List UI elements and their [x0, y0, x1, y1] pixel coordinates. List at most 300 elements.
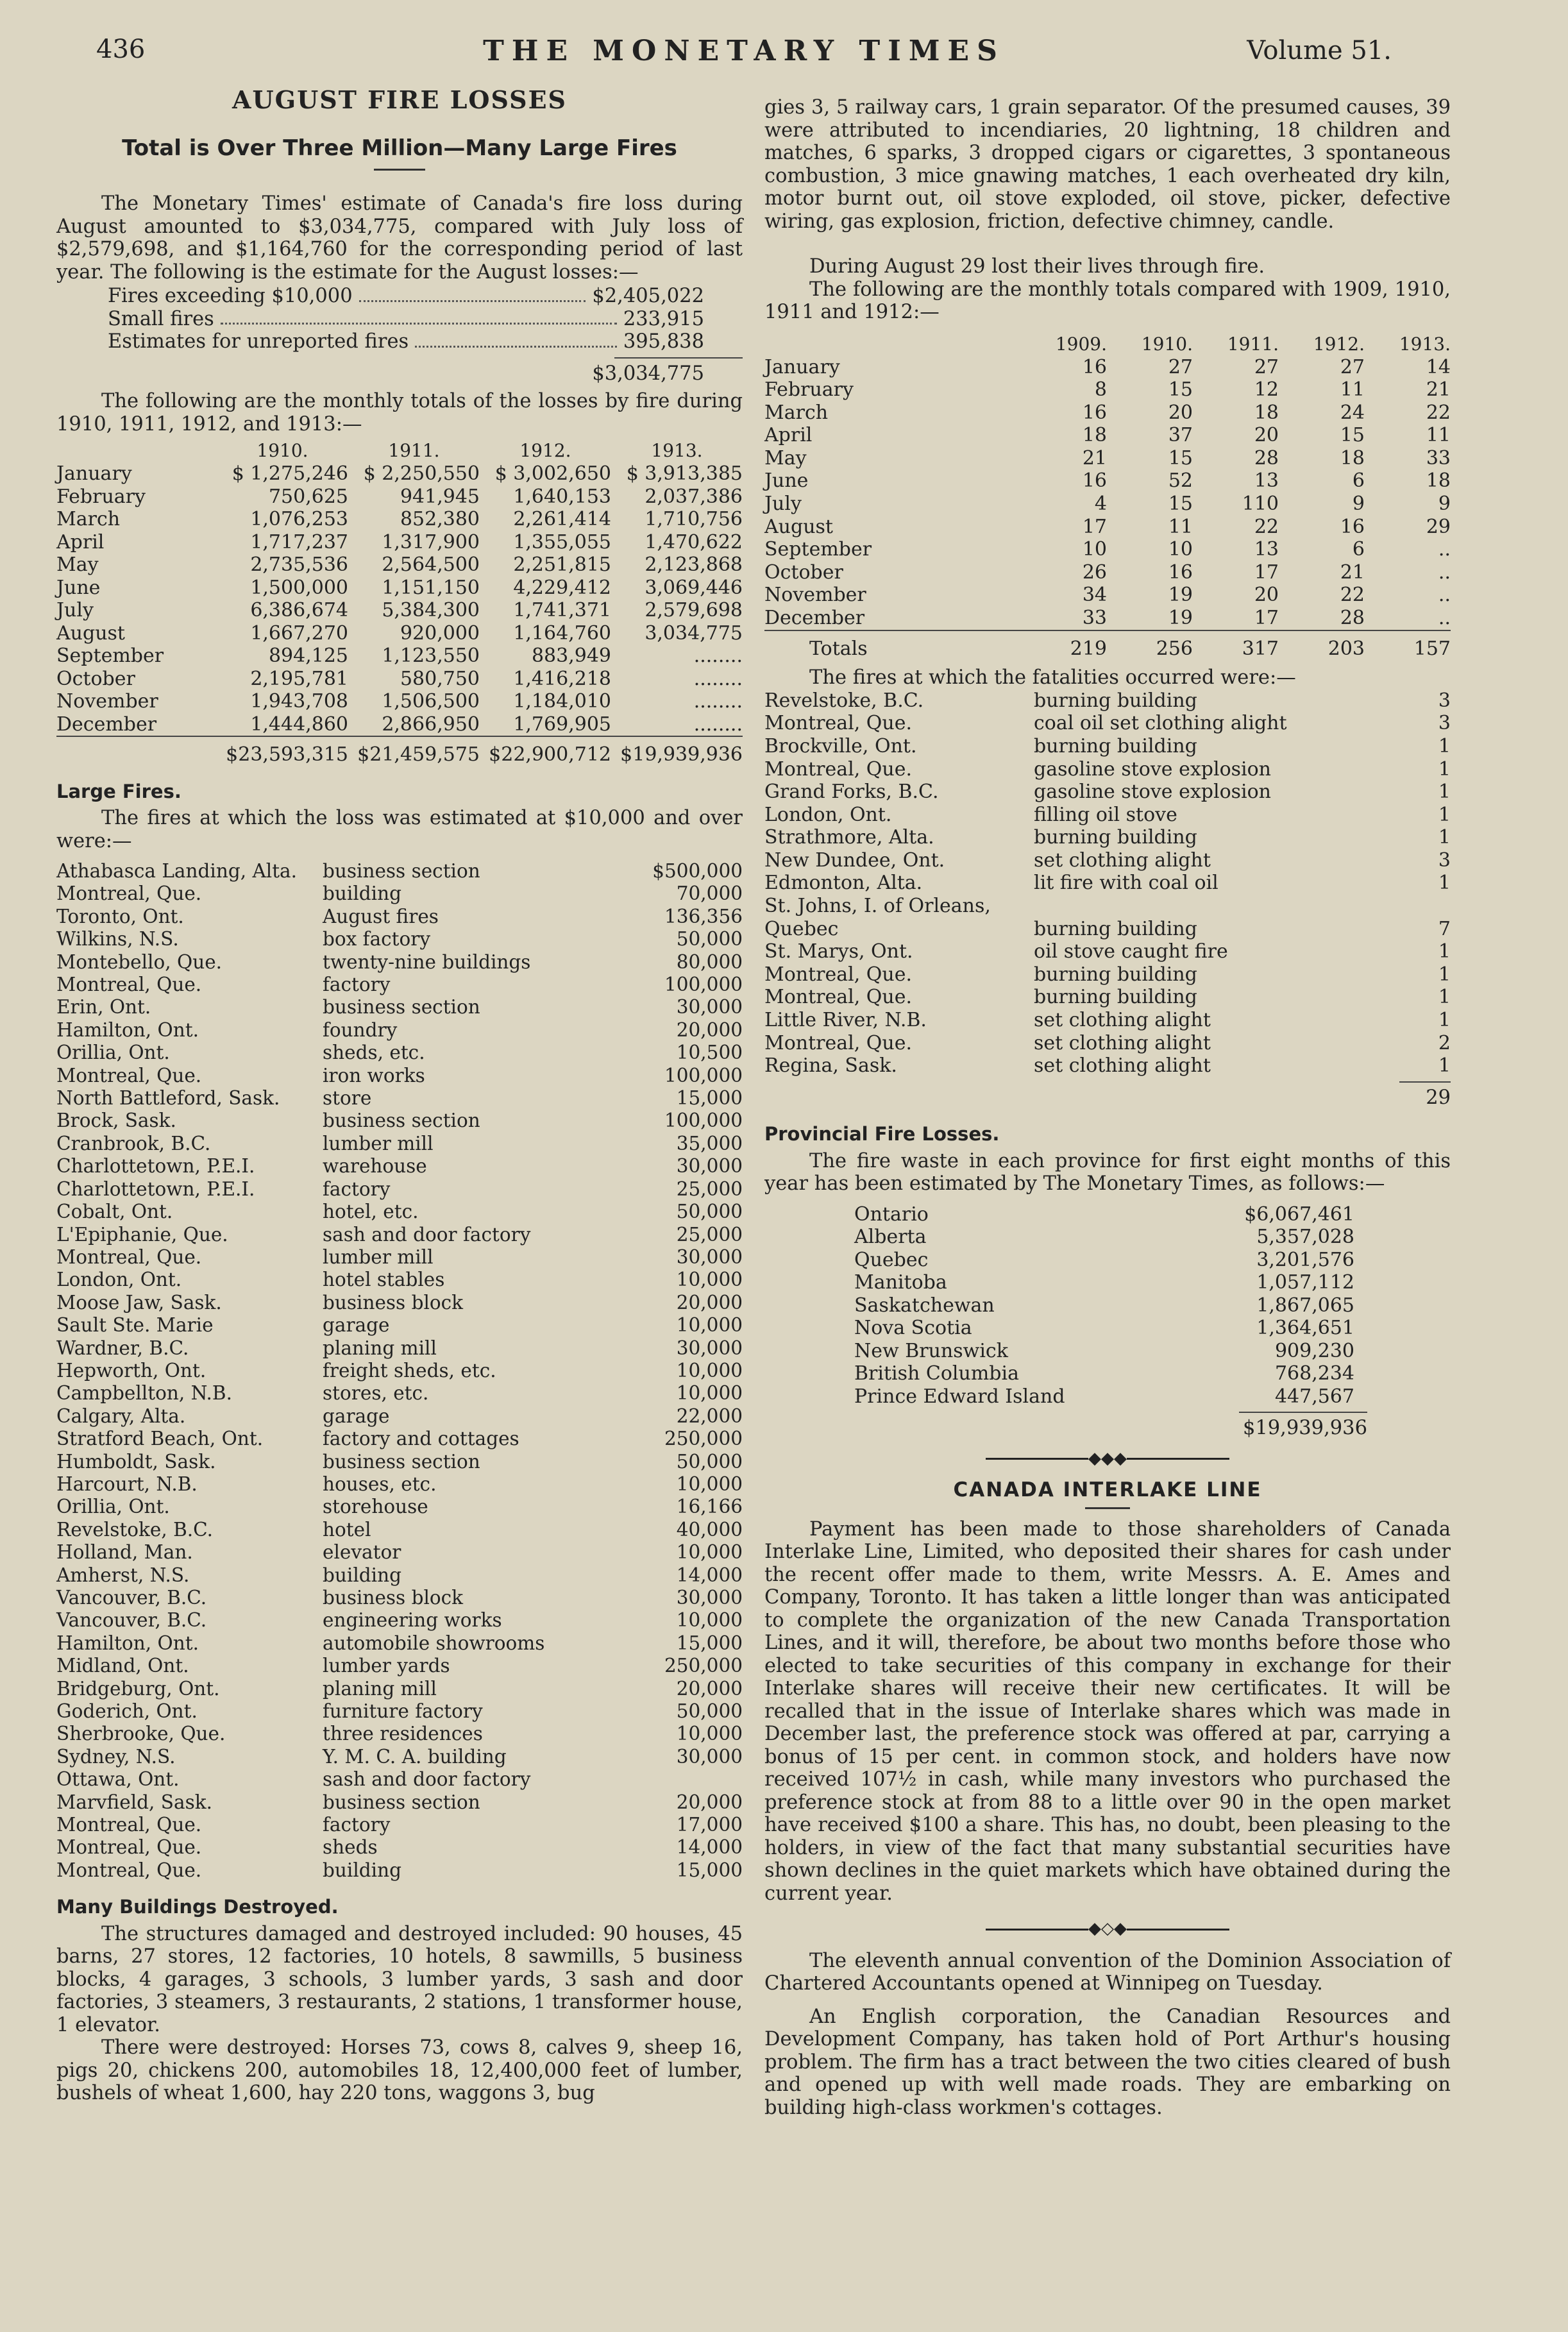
province-name: Nova Scotia [854, 1317, 972, 1340]
loss-value: 1,151,150 [382, 576, 480, 599]
year-header: 1912. [1313, 333, 1365, 355]
loss-value: 580,750 [400, 667, 480, 690]
fatality-count: 3 [1438, 689, 1451, 712]
deaths-value: 22 [1426, 401, 1451, 424]
fire-location: London, Ont. [56, 1269, 182, 1291]
fire-cause: hotel, etc. [323, 1201, 419, 1223]
fatality-row [764, 712, 1451, 735]
fire-cause: iron works [323, 1064, 425, 1086]
fire-amount: 20,000 [676, 1791, 743, 1813]
fatality-cause: burning building [1034, 689, 1197, 712]
province-value: 1,364,651 [1256, 1317, 1354, 1340]
estimate-total: $3,034,775 [592, 362, 704, 385]
fire-location: Brock, Sask. [56, 1110, 176, 1132]
large-fire-row [56, 1155, 743, 1178]
loss-value: 2,195,781 [250, 667, 348, 690]
fire-amount: 15,000 [676, 1859, 743, 1881]
fatalities-total: 29 [1426, 1086, 1451, 1109]
province-name: Quebec [854, 1248, 929, 1271]
fatality-location: Montreal, Que. [764, 963, 913, 986]
month-label: October [56, 667, 135, 690]
fire-cause: planing mill [323, 1677, 437, 1700]
fire-location: Sydney, N.S. [56, 1745, 176, 1768]
deaths-value: .. [1438, 561, 1451, 584]
deaths-value: 18 [1426, 469, 1451, 493]
deaths-value: 10 [1082, 538, 1107, 561]
month-label: February [764, 378, 854, 401]
fire-amount: 10,000 [676, 1541, 743, 1564]
loss-value: 1,164,760 [513, 621, 611, 645]
deaths-value: 6 [1352, 538, 1365, 561]
provincial-table [854, 1203, 1354, 1408]
province-name: Alberta [854, 1226, 927, 1249]
fire-amount: 30,000 [676, 1246, 743, 1268]
deaths-value: 16 [1082, 401, 1107, 424]
province-name: British Columbia [854, 1362, 1019, 1385]
month-label: August [764, 515, 833, 538]
fatality-location: Grand Forks, B.C. [764, 781, 939, 804]
large-fire-row [56, 928, 743, 951]
loss-value: $ 3,002,650 [494, 462, 611, 485]
deaths-value: 20 [1254, 424, 1279, 447]
provincial-intro: The fire waste in each province for first eight months of this year has been estimated by The Monetary Times, as follows:— [764, 1149, 1451, 1196]
fatality-row [764, 1032, 1451, 1055]
fatality-count: 2 [1438, 1031, 1451, 1054]
deaths-value: 16 [1168, 561, 1193, 584]
month-label: September [56, 645, 164, 667]
page-header [96, 28, 1392, 73]
estimate-row [108, 308, 743, 331]
deaths-value: 15 [1168, 446, 1193, 469]
total-cell: $21,459,575 [348, 736, 480, 766]
province-value: 909,230 [1274, 1339, 1354, 1362]
large-fire-row [56, 1451, 743, 1473]
deaths-row [764, 424, 1451, 447]
loss-value: 2,261,414 [513, 508, 611, 530]
fire-cause: factory [323, 1178, 391, 1200]
fire-location: Revelstoke, B.C. [56, 1518, 214, 1541]
fatality-cause: filling oil stove [1034, 803, 1177, 826]
deaths-value: 11 [1168, 515, 1193, 538]
deaths-value: 13 [1254, 538, 1279, 561]
deaths-value: 12 [1254, 378, 1279, 401]
deaths-row [764, 401, 1451, 425]
fatality-count: 1 [1438, 963, 1451, 986]
deaths-value: .. [1438, 584, 1451, 607]
province-value: 3,201,576 [1256, 1248, 1354, 1271]
deaths-row [764, 607, 1451, 630]
large-fire-row [56, 1564, 743, 1587]
loss-value: 1,506,500 [382, 690, 480, 713]
loss-value: 1,470,622 [645, 530, 743, 553]
large-fires-intro: The fires at which the loss was estimated at $10,000 and over were:— [56, 807, 743, 852]
fatality-cause: coal oil set clothing alight [1034, 712, 1287, 735]
fire-amount: 30,000 [676, 1337, 743, 1359]
deaths-value: 28 [1254, 446, 1279, 469]
fire-cause: freight sheds, etc. [323, 1359, 496, 1381]
fire-location: Sault Ste. Marie [56, 1314, 214, 1337]
fire-location: L'Epiphanie, Que. [56, 1223, 228, 1246]
fire-cause: business section [323, 1450, 480, 1473]
fire-location: Toronto, Ont. [56, 905, 184, 927]
fire-location: Wardner, B.C. [56, 1337, 189, 1359]
large-fire-row [56, 1224, 743, 1246]
fire-cause: business block [323, 1587, 464, 1609]
deaths-header [764, 333, 1451, 356]
destroyed-continued: gies 3, 5 railway cars, 1 grain separator. Of the presumed causes, 39 were attributed to incendiaries, 20 lightning, 18 children and matches, 6 sparks, 3 dropped cigars or cigarettes, 3 spontaneous combustion, 3 mice gnawing matches, 1 each overheated dry kiln, motor burnt out, oil stove exploded, oil stove, picker, defective wiring, gas explosion, friction, defective chimney, candle. [764, 96, 1451, 233]
year-header: 1909. [1055, 333, 1107, 355]
loss-value: 2,579,698 [645, 599, 743, 621]
fire-amount: 100,000 [664, 974, 743, 996]
large-fire-row [56, 1019, 743, 1042]
fatality-count: 3 [1438, 712, 1451, 735]
estimate-row [108, 330, 743, 353]
deaths-value: 19 [1168, 607, 1193, 630]
month-label: June [764, 469, 809, 493]
deaths-value: 15 [1340, 424, 1365, 447]
interlake-title: CANADA INTERLAKE LINE [953, 1478, 1262, 1502]
loss-value: 1,710,756 [645, 508, 743, 530]
fire-amount: 14,000 [676, 1836, 743, 1859]
province-name: New Brunswick [854, 1339, 1008, 1362]
province-name: Prince Edward Island [854, 1385, 1065, 1408]
large-fire-row [56, 1065, 743, 1087]
fatality-location: St. Marys, Ont. [764, 940, 913, 963]
fire-location: Montreal, Que. [56, 883, 202, 905]
fire-location: Stratford Beach, Ont. [56, 1428, 264, 1450]
fatality-location: Edmonton, Alta. [764, 872, 923, 895]
large-fire-row [56, 1042, 743, 1064]
deaths-value: 27 [1168, 355, 1193, 378]
deaths-row [764, 356, 1451, 379]
fire-amount [630, 1768, 743, 1791]
fire-amount: 250,000 [664, 1655, 743, 1677]
loss-value: 2,123,868 [645, 553, 743, 576]
fatality-cause: burning building [1034, 917, 1197, 940]
month-label: November [56, 690, 158, 713]
loss-value: 2,735,536 [250, 553, 348, 576]
loss-value: $ 1,275,246 [232, 462, 348, 485]
large-fire-row [56, 1791, 743, 1814]
deaths-value: 14 [1426, 355, 1451, 378]
fire-cause: Y. M. C. A. building [323, 1745, 507, 1768]
left-column [56, 83, 743, 2104]
fire-amount: 14,000 [676, 1564, 743, 1586]
loss-value: 1,741,371 [513, 599, 611, 621]
fire-cause: automobile showrooms [323, 1632, 545, 1654]
loss-value: 3,069,446 [645, 576, 743, 599]
fire-amount: 100,000 [664, 1064, 743, 1086]
province-value: 1,057,112 [1256, 1271, 1354, 1294]
estimate-label: Fires exceeding $10,000 [108, 285, 353, 307]
fire-cause: building [323, 883, 401, 905]
loss-value: 1,500,000 [250, 576, 348, 599]
fire-amount: 30,000 [676, 1155, 743, 1178]
total-cell: $23,593,315 [217, 736, 348, 766]
fire-location: Montreal, Que. [56, 1859, 202, 1881]
loss-row [56, 531, 743, 554]
province-value: 5,357,028 [1256, 1226, 1354, 1249]
fire-location: Montreal, Que. [56, 974, 202, 996]
fatality-row [764, 895, 1451, 940]
fatality-cause: set clothing alight [1034, 1009, 1211, 1032]
fire-location: Vancouver, B.C. [56, 1587, 207, 1609]
fire-location: North Battleford, Sask. [56, 1087, 280, 1110]
fire-cause: warehouse [323, 1155, 427, 1178]
fire-amount: 10,000 [676, 1609, 743, 1632]
deaths-value: 27 [1340, 355, 1365, 378]
fatalities-intro: The fires at which the fatalities occurred were:— [809, 666, 1296, 689]
fire-cause: furniture factory [323, 1700, 483, 1723]
loss-row [56, 599, 743, 622]
month-label: January [764, 355, 840, 378]
fire-location: Erin, Ont. [56, 996, 151, 1018]
fatality-cause: burning building [1034, 734, 1197, 757]
loss-value: 2,037,386 [645, 485, 743, 508]
deaths-value: 10 [1168, 538, 1193, 561]
right-column [764, 96, 1451, 2119]
fire-location: Goderich, Ont. [56, 1700, 198, 1723]
fire-amount: 10,000 [676, 1723, 743, 1745]
fatality-row [764, 986, 1451, 1009]
deaths-value: 18 [1254, 401, 1279, 424]
fire-location: Orillia, Ont. [56, 1042, 170, 1064]
loss-row [56, 668, 743, 691]
loss-value: 1,416,218 [513, 667, 611, 690]
deaths-value: 17 [1254, 561, 1279, 584]
year-header: 1911. [1227, 333, 1279, 355]
large-fire-row [56, 1178, 743, 1201]
year-header: 1913. [651, 440, 703, 461]
interlake-rule [1085, 1507, 1130, 1509]
fire-cause: lumber yards [323, 1655, 450, 1677]
loss-value: 2,564,500 [382, 553, 480, 576]
leader-dots [359, 300, 586, 302]
large-fire-row [56, 1428, 743, 1450]
month-label: October [764, 561, 843, 584]
deaths-value: 29 [1426, 515, 1451, 538]
many-buildings-paragraph: The structures damaged and destroyed included: 90 houses, 45 barns, 27 stores, 12 factories, 10 hotels, 8 sawmills, 5 business blocks, 4 garages, 3 schools, 3 lumber yards, 3 sash and door factories, 3 steamers, 3 restaurants, 2 stations, 1 transformer house, 1 elevator. [56, 1922, 743, 2036]
fire-amount: 10,000 [676, 1473, 743, 1495]
month-label: March [764, 401, 829, 424]
province-value: $6,067,461 [1244, 1203, 1354, 1226]
deaths-value: 20 [1168, 401, 1193, 424]
brief-port-arthur: An English corporation, the Canadian Resources and Development Company, has taken hold of Port Arthur's housing problem. The firm has a tract between the two cities cleared of bush and opened up with well made roads. They are embarking on building high-class workmen's cottages. [764, 2005, 1451, 2119]
fatality-cause: set clothing alight [1034, 1031, 1211, 1054]
estimate-label: Small fires [108, 307, 214, 330]
fire-location: Campbellton, N.B. [56, 1382, 232, 1405]
fire-amount: 35,000 [676, 1132, 743, 1154]
province-row [854, 1203, 1354, 1226]
leader-dots [415, 346, 617, 348]
deaths-value: 18 [1082, 424, 1107, 447]
fire-amount: 100,000 [664, 1110, 743, 1132]
fatality-location: Montreal, Que. [764, 757, 913, 781]
large-fire-row [56, 1201, 743, 1223]
deaths-value: 52 [1168, 469, 1193, 493]
estimate-total-rule [614, 357, 743, 359]
fire-amount: 50,000 [676, 1700, 743, 1723]
large-fire-row [56, 1814, 743, 1836]
deaths-value: 110 [1242, 493, 1279, 516]
fire-amount: $500,000 [652, 860, 743, 882]
loss-value: 1,076,253 [250, 508, 348, 530]
loss-value: 894,125 [268, 645, 348, 667]
large-fire-row [56, 1087, 743, 1110]
fire-cause: box factory [323, 928, 431, 951]
estimate-label: Estimates for unreported fires [108, 330, 409, 353]
large-fire-row [56, 1292, 743, 1314]
large-fire-row [56, 1746, 743, 1768]
interlake-body: Payment has been made to those shareholders of Canada Interlake Line, Limited, who deposited their shares for cash under the recent offer made to them, write Messrs. A. E. Ames and Company, Toronto. It has taken a little longer than was anticipated to complete the organization of the new Canada Transportation Lines, and it will, therefore, be about two months before those who elected to take securities of this company in exchange for their Interlake shares will receive their new certificates. It will be recalled that in the issue of Interlake shares which was made in December last, the preference stock was offered at par, carrying a bonus of 15 per cent. in common stock, and holders have now received 107½ in cash, while many investors who purchased the preference stock at from 88 to a little over 90 in the open market have received $100 a share. This has, no doubt, been pleasing to the holders, in view of the fact that many substantial securities have shown declines in the quiet markets which have obtained during the current year. [764, 1517, 1451, 1905]
fire-amount: 10,000 [676, 1314, 743, 1337]
fire-cause: three residences [323, 1723, 483, 1745]
deaths-value: 11 [1426, 424, 1451, 447]
month-label: January [56, 462, 132, 485]
fire-cause: factory [323, 1814, 391, 1836]
deaths-value: 17 [1254, 607, 1279, 630]
fire-cause: garage [323, 1405, 390, 1427]
loss-value: 1,317,900 [382, 530, 480, 553]
total-cell: $22,900,712 [480, 736, 611, 766]
fire-cause: houses, etc. [323, 1473, 437, 1495]
fire-amount: 22,000 [676, 1405, 743, 1427]
province-row [854, 1226, 1354, 1249]
fatality-count: 1 [1438, 734, 1451, 757]
totals-label: Totals [764, 630, 1021, 661]
intro-paragraph: The Monetary Times' estimate of Canada's fire loss during August amounted to $3,034,775, compared with July loss of $2,579,698, and $1,164,760 for the corresponding period of last year. The following is the estimate for the August losses:— [56, 192, 743, 283]
fatality-location: Revelstoke, B.C. [764, 689, 924, 712]
fatalities-total-rule [1399, 1081, 1451, 1083]
large-fire-row [56, 1723, 743, 1745]
fire-location: Cranbrook, B.C. [56, 1132, 211, 1154]
province-value: 768,234 [1274, 1362, 1354, 1385]
fatality-location: Montreal, Que. [764, 712, 913, 735]
fire-amount: 30,000 [676, 1745, 743, 1768]
fire-amount: 250,000 [664, 1428, 743, 1450]
fire-cause: business section [323, 860, 480, 882]
fatality-row [764, 781, 1451, 804]
large-fire-row [56, 1587, 743, 1609]
deaths-value: 21 [1082, 446, 1107, 469]
province-row [854, 1340, 1354, 1363]
fire-location: Charlottetown, P.E.I. [56, 1155, 255, 1178]
fatalities-table [764, 689, 1451, 1077]
fatality-cause: gasoline stove explosion [1034, 757, 1272, 781]
fire-location: Bridgeburg, Ont. [56, 1677, 220, 1700]
section-ornament: ◆◆◆ [764, 1448, 1451, 1471]
fire-amount: 50,000 [676, 1201, 743, 1223]
article-subtitle: Total is Over Three Million—Many Large Fires [122, 135, 677, 161]
fire-amount: 70,000 [676, 883, 743, 905]
deaths-row [764, 378, 1451, 401]
leader-dots [221, 323, 617, 325]
fire-cause: factory [323, 974, 391, 996]
fire-amount: 20,000 [676, 1018, 743, 1041]
deaths-row [764, 561, 1451, 584]
loss-value: 2,251,815 [513, 553, 611, 576]
fire-location: Midland, Ont. [56, 1655, 189, 1677]
year-header: 1913. [1399, 333, 1451, 355]
loss-value: 5,384,300 [382, 599, 480, 621]
month-label: June [56, 576, 101, 599]
fire-cause: planing mill [323, 1337, 437, 1359]
loss-value: ........ [693, 667, 743, 690]
large-fire-row [56, 906, 743, 928]
loss-value: 1,444,860 [250, 713, 348, 736]
year-header: 1912. [519, 440, 571, 461]
total-cell: 317 [1193, 630, 1279, 661]
loss-value: 1,717,237 [250, 530, 348, 553]
deaths-table [764, 333, 1451, 661]
lost-lives-sentence: During August 29 lost their lives through fire. [809, 255, 1265, 278]
loss-value: 1,184,010 [513, 690, 611, 713]
deaths-value: 17 [1082, 515, 1107, 538]
month-label: August [56, 621, 125, 645]
fire-location: Montreal, Que. [56, 1814, 202, 1836]
fire-cause: sheds, etc. [323, 1042, 425, 1064]
fire-cause: building [323, 1564, 401, 1586]
loss-value: 1,769,905 [513, 713, 611, 736]
large-fire-row [56, 1859, 743, 1882]
loss-value: 1,943,708 [250, 690, 348, 713]
fatality-location: Regina, Sask. [764, 1054, 897, 1077]
large-fire-row [56, 1382, 743, 1405]
province-value: 1,867,065 [1256, 1294, 1354, 1317]
volume-label: Volume 51. [1247, 36, 1392, 65]
article-title: AUGUST FIRE LOSSES [232, 85, 567, 114]
fatality-count: 7 [1438, 917, 1451, 940]
large-fire-row [56, 1768, 743, 1791]
province-value: 447,567 [1274, 1385, 1354, 1408]
deaths-value: 37 [1168, 424, 1193, 447]
province-name: Manitoba [854, 1271, 947, 1294]
province-row [854, 1317, 1354, 1340]
fatality-location: St. Johns, I. of Orleans, Quebec [764, 895, 991, 940]
fire-location: Hamilton, Ont. [56, 1018, 199, 1041]
fatality-location: Montreal, Que. [764, 1031, 913, 1054]
fire-amount: 80,000 [676, 951, 743, 973]
fatality-cause: gasoline stove explosion [1034, 781, 1272, 804]
fire-amount: 136,356 [664, 905, 743, 927]
month-label: September [764, 538, 872, 561]
fire-cause: elevator [323, 1541, 401, 1564]
deaths-value: 16 [1340, 515, 1365, 538]
estimate-row [108, 285, 743, 308]
month-label: July [56, 599, 94, 621]
large-fire-row [56, 1133, 743, 1155]
loss-value: 852,380 [400, 508, 480, 530]
fire-amount: 50,000 [676, 928, 743, 951]
loss-row [56, 577, 743, 600]
loss-value: 920,000 [400, 621, 480, 645]
loss-value: 883,949 [531, 645, 611, 667]
fatality-count: 1 [1438, 826, 1451, 849]
title-rule [374, 169, 425, 171]
year-header: 1911. [388, 440, 440, 461]
deaths-value: 27 [1254, 355, 1279, 378]
loss-value: 1,123,550 [382, 645, 480, 667]
loss-row [56, 645, 743, 668]
fire-location: Hepworth, Ont. [56, 1359, 207, 1381]
fatality-cause: set clothing alight [1034, 1054, 1211, 1077]
fire-amount: 15,000 [676, 1087, 743, 1110]
loss-row [56, 462, 743, 486]
loss-value: 3,034,775 [645, 621, 743, 645]
fatality-row [764, 826, 1451, 849]
fire-location: Calgary, Alta. [56, 1405, 186, 1427]
fatality-cause: lit fire with coal oil [1034, 872, 1218, 895]
